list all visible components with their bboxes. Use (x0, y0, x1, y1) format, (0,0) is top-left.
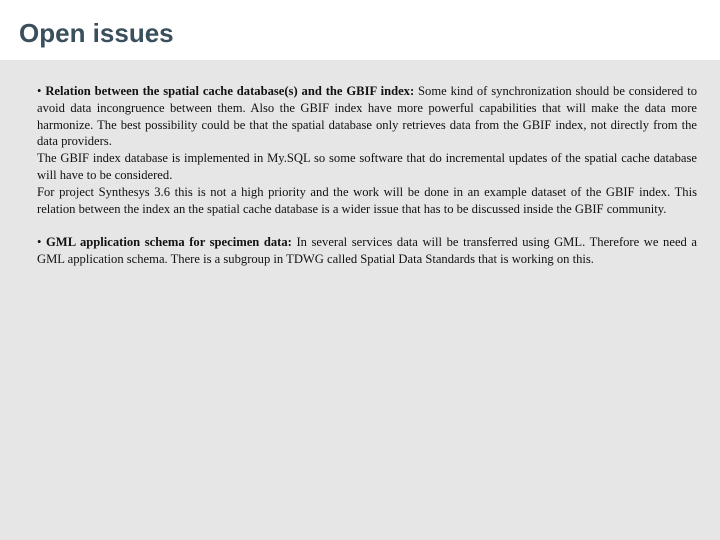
bullet-gml-paragraph (37, 234, 697, 268)
synthesys-paragraph: For project Synthesys 3.6 this is not a high priority and the work will be done in an example dataset of the GBIF index. This relation between the index an the spatial cache database is a wider issue that has to be discussed inside the GBIF community. (37, 184, 697, 216)
bullet-heading-gml: GML application schema for specimen data: (46, 235, 292, 250)
bullet-marker: • (37, 235, 42, 250)
bullet-heading-relation: Relation between the spatial cache database(s) and the GBIF index: (45, 84, 415, 98)
mysql-paragraph: The GBIF index database is implemented in My.SQL so some software that do incremental updates of the spatial cache database will have to be considered. (37, 151, 697, 182)
bullet-text-gml: In several services data will be transferred using GML. Therefore we need a GML application schema. There is a subgroup in TDWG called Spatial Data Standards that is working on this. (37, 235, 698, 266)
slide-title: Open issues (19, 18, 174, 48)
bullet-text-relation: Some kind of synchronization should be considered to avoid data incongruence between them. Also the GBIF index have more powerful capabilities that will make the data more harmonize. The best possibility could be that the spatial database only retrieves data from the GBIF index, not directly from the data providers. (37, 84, 698, 149)
title-bar (0, 0, 720, 60)
bullet-relation-paragraph (37, 83, 697, 150)
bullet-marker: • (37, 84, 42, 98)
content-area (0, 60, 720, 540)
slide-body (37, 83, 697, 268)
paragraph-spacer (37, 217, 697, 234)
